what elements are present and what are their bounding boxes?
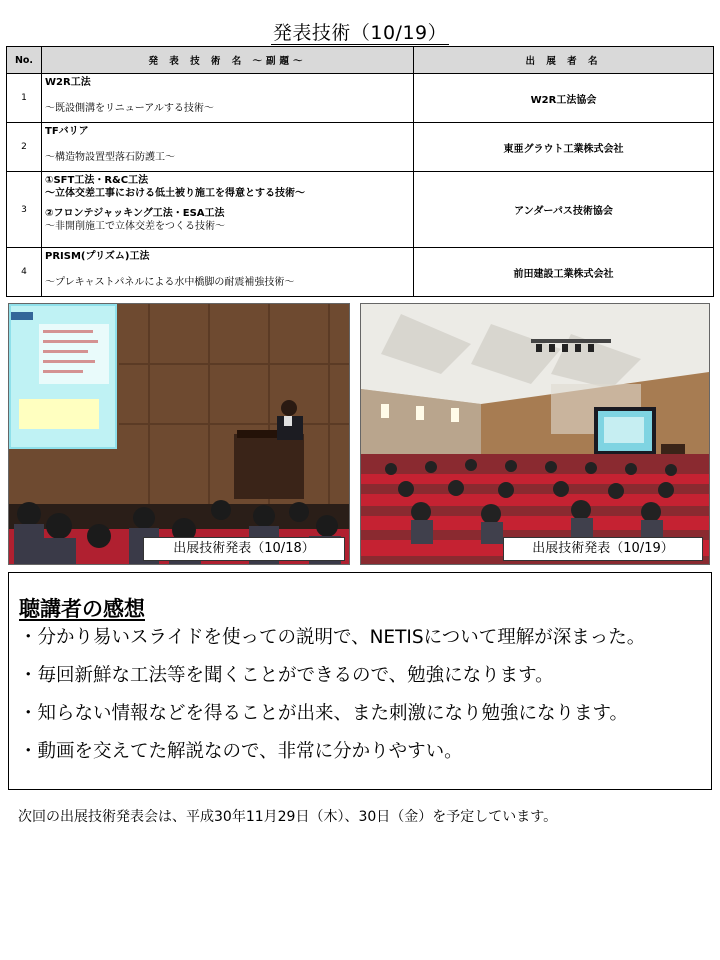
tech-subtitle: ～既設側溝をリニューアルする技術～ (45, 103, 214, 114)
header-no: No. (7, 47, 42, 74)
tech-name: TFバリア (45, 126, 89, 137)
row-tech-cell (42, 248, 414, 297)
table-row (7, 248, 714, 297)
tech-name: PRISM(プリズム)工法 (45, 251, 150, 262)
row-tech-cell (42, 74, 414, 123)
table-header-row (7, 47, 714, 74)
row-exhibitor: 前田建設工業株式会社 (414, 248, 714, 297)
tech-subtitle: ～構造物設置型落石防護工～ (45, 152, 175, 163)
row-tech-cell (42, 123, 414, 172)
tech-subtitle-2: ～非開削施工で立体交差をつくる技術～ (45, 221, 225, 232)
tech-name: ①SFT工法・R&C工法 (45, 175, 149, 186)
row-exhibitor: W2R工法協会 (414, 74, 714, 123)
row-tech-cell (42, 172, 414, 248)
row-exhibitor: アンダーパス技術協会 (414, 172, 714, 248)
impression-item: ・毎回新鮮な工法等を聞くことができるので、勉強になります。 (19, 665, 554, 686)
impression-item: ・動画を交えてた解説なので、非常に分かりやすい。 (19, 741, 463, 762)
row-no: 4 (7, 248, 42, 297)
next-event-note: 次回の出展技術発表会は、平成30年11月29日（木）、30日（金）を予定しています。 (18, 809, 558, 825)
row-no: 1 (7, 74, 42, 123)
header-exhibitor: 出 展 者 名 (414, 47, 714, 74)
tech-name: W2R工法 (45, 77, 91, 88)
impressions-heading: 聴講者の感想 (19, 597, 145, 621)
impression-item: ・分かり易いスライドを使っての説明で、NETISについて理解が深まった。 (19, 627, 646, 648)
table-row (7, 123, 714, 172)
table-row (7, 74, 714, 123)
tech-name-2: ②フロンテジャッキング工法・ESA工法 (45, 208, 225, 219)
row-no: 2 (7, 123, 42, 172)
presentation-table (6, 46, 714, 297)
photo-auditorium-1019 (360, 303, 710, 565)
impression-item: ・知らない情報などを得ることが出来、また刺激になり勉強になります。 (19, 703, 629, 724)
table-row (7, 172, 714, 248)
header-tech-name: 発 表 技 術 名 ～副題～ (42, 47, 414, 74)
photo-caption: 出展技術発表（10/19） (503, 537, 703, 561)
photo-caption: 出展技術発表（10/18） (143, 537, 345, 561)
auditorium-photo-illustration (361, 304, 709, 564)
photo-presentation-1018 (8, 303, 350, 565)
tech-subtitle: ～プレキャストパネルによる水中橋脚の耐震補強技術～ (45, 277, 295, 288)
row-no: 3 (7, 172, 42, 248)
presentation-photo-illustration (9, 304, 349, 564)
row-exhibitor: 東亜グラウト工業株式会社 (414, 123, 714, 172)
attendee-impressions-box (8, 572, 712, 790)
page-title: 発表技術（10/19） (272, 22, 448, 44)
tech-subtitle: ～立体交差工事における低土被り施工を得意とする技術～ (45, 188, 305, 199)
